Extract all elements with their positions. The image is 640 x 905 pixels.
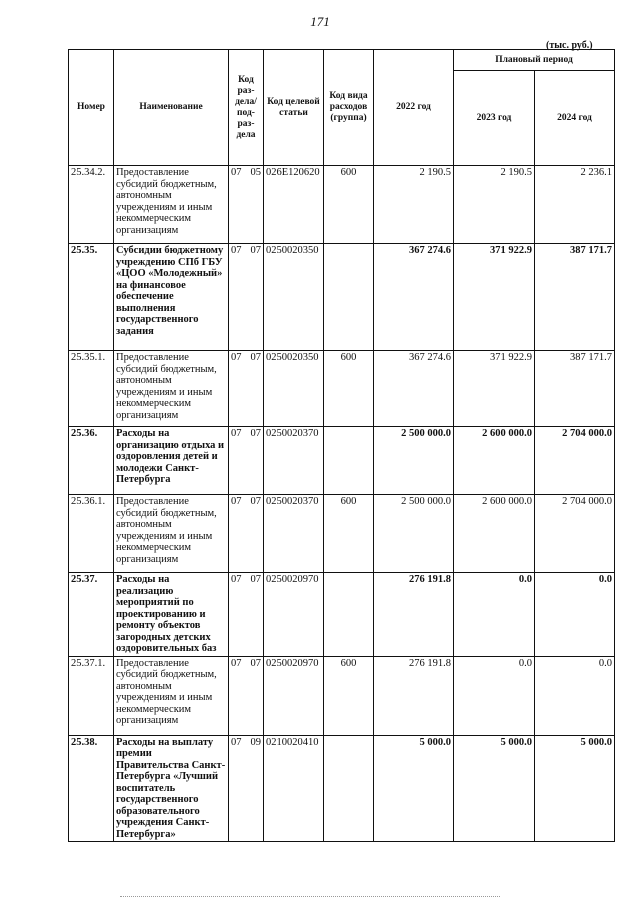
page-number: 171 [310, 14, 330, 29]
header-vid: Код вида расходов (группа) [324, 50, 374, 166]
row-name: Расходы на выплату премии Правительства Санкт-Петербурга «Лучший воспитатель государственного образовательного учреждения Санкт-Петербурга» [114, 735, 229, 842]
row-2023: 2 190.5 [454, 166, 535, 244]
row-name: Предоставление субсидий бюджетным, автономным учреждениям и иным некоммерческим организациям [114, 495, 229, 573]
row-target-code: 0250020350 [264, 351, 324, 427]
row-2023: 5 000.0 [454, 735, 535, 842]
row-razdel: 07 [231, 657, 242, 669]
row-podrazdel: 07 [250, 352, 261, 363]
row-number: 25.34.2. [69, 166, 114, 244]
table-row [69, 427, 615, 495]
header-2022: 2022 год [374, 50, 454, 166]
table-row [69, 735, 615, 842]
row-2022: 367 274.6 [374, 244, 454, 351]
header-2023: 2023 год [454, 71, 535, 166]
row-podrazdel: 07 [250, 574, 261, 585]
row-number: 25.37. [69, 573, 114, 657]
row-podrazdel: 07 [250, 657, 261, 669]
header-plan-period: Плановый период [454, 50, 615, 71]
row-razdel-code [229, 735, 264, 842]
row-expense-type [324, 573, 374, 657]
row-2024: 5 000.0 [535, 735, 615, 842]
row-2023: 2 600 000.0 [454, 495, 535, 573]
row-expense-type [324, 427, 374, 495]
row-target-code: 026E120620 [264, 166, 324, 244]
header-razdel: Код раз-дела/ под-раз-дела [229, 50, 264, 166]
row-razdel: 07 [231, 167, 242, 178]
row-target-code: 0250020970 [264, 656, 324, 735]
row-2023: 0.0 [454, 573, 535, 657]
row-2024: 387 171.7 [535, 351, 615, 427]
row-2024: 2 704 000.0 [535, 427, 615, 495]
row-2024: 2 704 000.0 [535, 495, 615, 573]
table-row [69, 351, 615, 427]
row-number: 25.38. [69, 735, 114, 842]
row-number: 25.35. [69, 244, 114, 351]
row-expense-type: 600 [324, 495, 374, 573]
row-podrazdel: 09 [250, 736, 261, 748]
header-nomer: Номер [69, 50, 114, 166]
row-number: 25.36. [69, 427, 114, 495]
row-razdel: 07 [231, 245, 242, 256]
table-row [69, 495, 615, 573]
row-name: Предоставление субсидий бюджетным, автономным учреждениям и иным некоммерческим организациям [114, 656, 229, 735]
row-razdel: 07 [231, 574, 242, 585]
row-2024: 387 171.7 [535, 244, 615, 351]
row-2023: 371 922.9 [454, 351, 535, 427]
row-podrazdel: 07 [250, 245, 261, 256]
row-target-code: 0210020410 [264, 735, 324, 842]
row-2022: 276 191.8 [374, 656, 454, 735]
row-target-code: 0250020370 [264, 427, 324, 495]
row-2022: 5 000.0 [374, 735, 454, 842]
row-2022: 367 274.6 [374, 351, 454, 427]
header-naimenovanie: Наименование [114, 50, 229, 166]
row-number: 25.35.1. [69, 351, 114, 427]
table-row [69, 244, 615, 351]
units-label: (тыс. руб.) [546, 40, 593, 51]
row-razdel: 07 [231, 736, 242, 748]
row-razdel-code [229, 351, 264, 427]
row-razdel: 07 [231, 496, 242, 507]
row-expense-type: 600 [324, 351, 374, 427]
row-razdel: 07 [231, 352, 242, 363]
row-razdel-code [229, 427, 264, 495]
row-target-code: 0250020350 [264, 244, 324, 351]
row-expense-type: 600 [324, 656, 374, 735]
row-name: Субсидии бюджетному учреждению СПб ГБУ «ЦОО «Молодежный» на финансовое обеспечение выполнения государственного задания [114, 244, 229, 351]
row-razdel-code [229, 244, 264, 351]
row-2023: 2 600 000.0 [454, 427, 535, 495]
table-row [69, 656, 615, 735]
row-name: Расходы на организацию отдыха и оздоровления детей и молодежи Санкт-Петербурга [114, 427, 229, 495]
row-podrazdel: 05 [250, 167, 261, 178]
row-number: 25.36.1. [69, 495, 114, 573]
table-row [69, 573, 615, 657]
row-razdel-code [229, 573, 264, 657]
row-razdel-code [229, 656, 264, 735]
row-2022: 2 500 000.0 [374, 427, 454, 495]
header-celevaya: Код целевой статьи [264, 50, 324, 166]
table-row [69, 166, 615, 244]
row-target-code: 0250020370 [264, 495, 324, 573]
row-name: Предоставление субсидий бюджетным, автономным учреждениям и иным некоммерческим организациям [114, 166, 229, 244]
row-2024: 0.0 [535, 573, 615, 657]
footer-divider [120, 896, 500, 898]
budget-table [68, 49, 615, 842]
row-2024: 0.0 [535, 656, 615, 735]
row-podrazdel: 07 [250, 428, 261, 439]
row-expense-type [324, 244, 374, 351]
row-expense-type: 600 [324, 166, 374, 244]
row-razdel: 07 [231, 428, 242, 439]
row-2023: 0.0 [454, 656, 535, 735]
row-2022: 2 190.5 [374, 166, 454, 244]
row-razdel-code [229, 166, 264, 244]
row-podrazdel: 07 [250, 496, 261, 507]
row-2024: 2 236.1 [535, 166, 615, 244]
row-expense-type [324, 735, 374, 842]
row-number: 25.37.1. [69, 656, 114, 735]
row-name: Предоставление субсидий бюджетным, автономным учреждениям и иным некоммерческим организациям [114, 351, 229, 427]
header-2024: 2024 год [535, 71, 615, 166]
row-target-code: 0250020970 [264, 573, 324, 657]
row-2022: 2 500 000.0 [374, 495, 454, 573]
row-2022: 276 191.8 [374, 573, 454, 657]
row-razdel-code [229, 495, 264, 573]
row-2023: 371 922.9 [454, 244, 535, 351]
row-name: Расходы на реализацию мероприятий по проектированию и ремонту объектов загородных детских оздоровительных баз [114, 573, 229, 657]
